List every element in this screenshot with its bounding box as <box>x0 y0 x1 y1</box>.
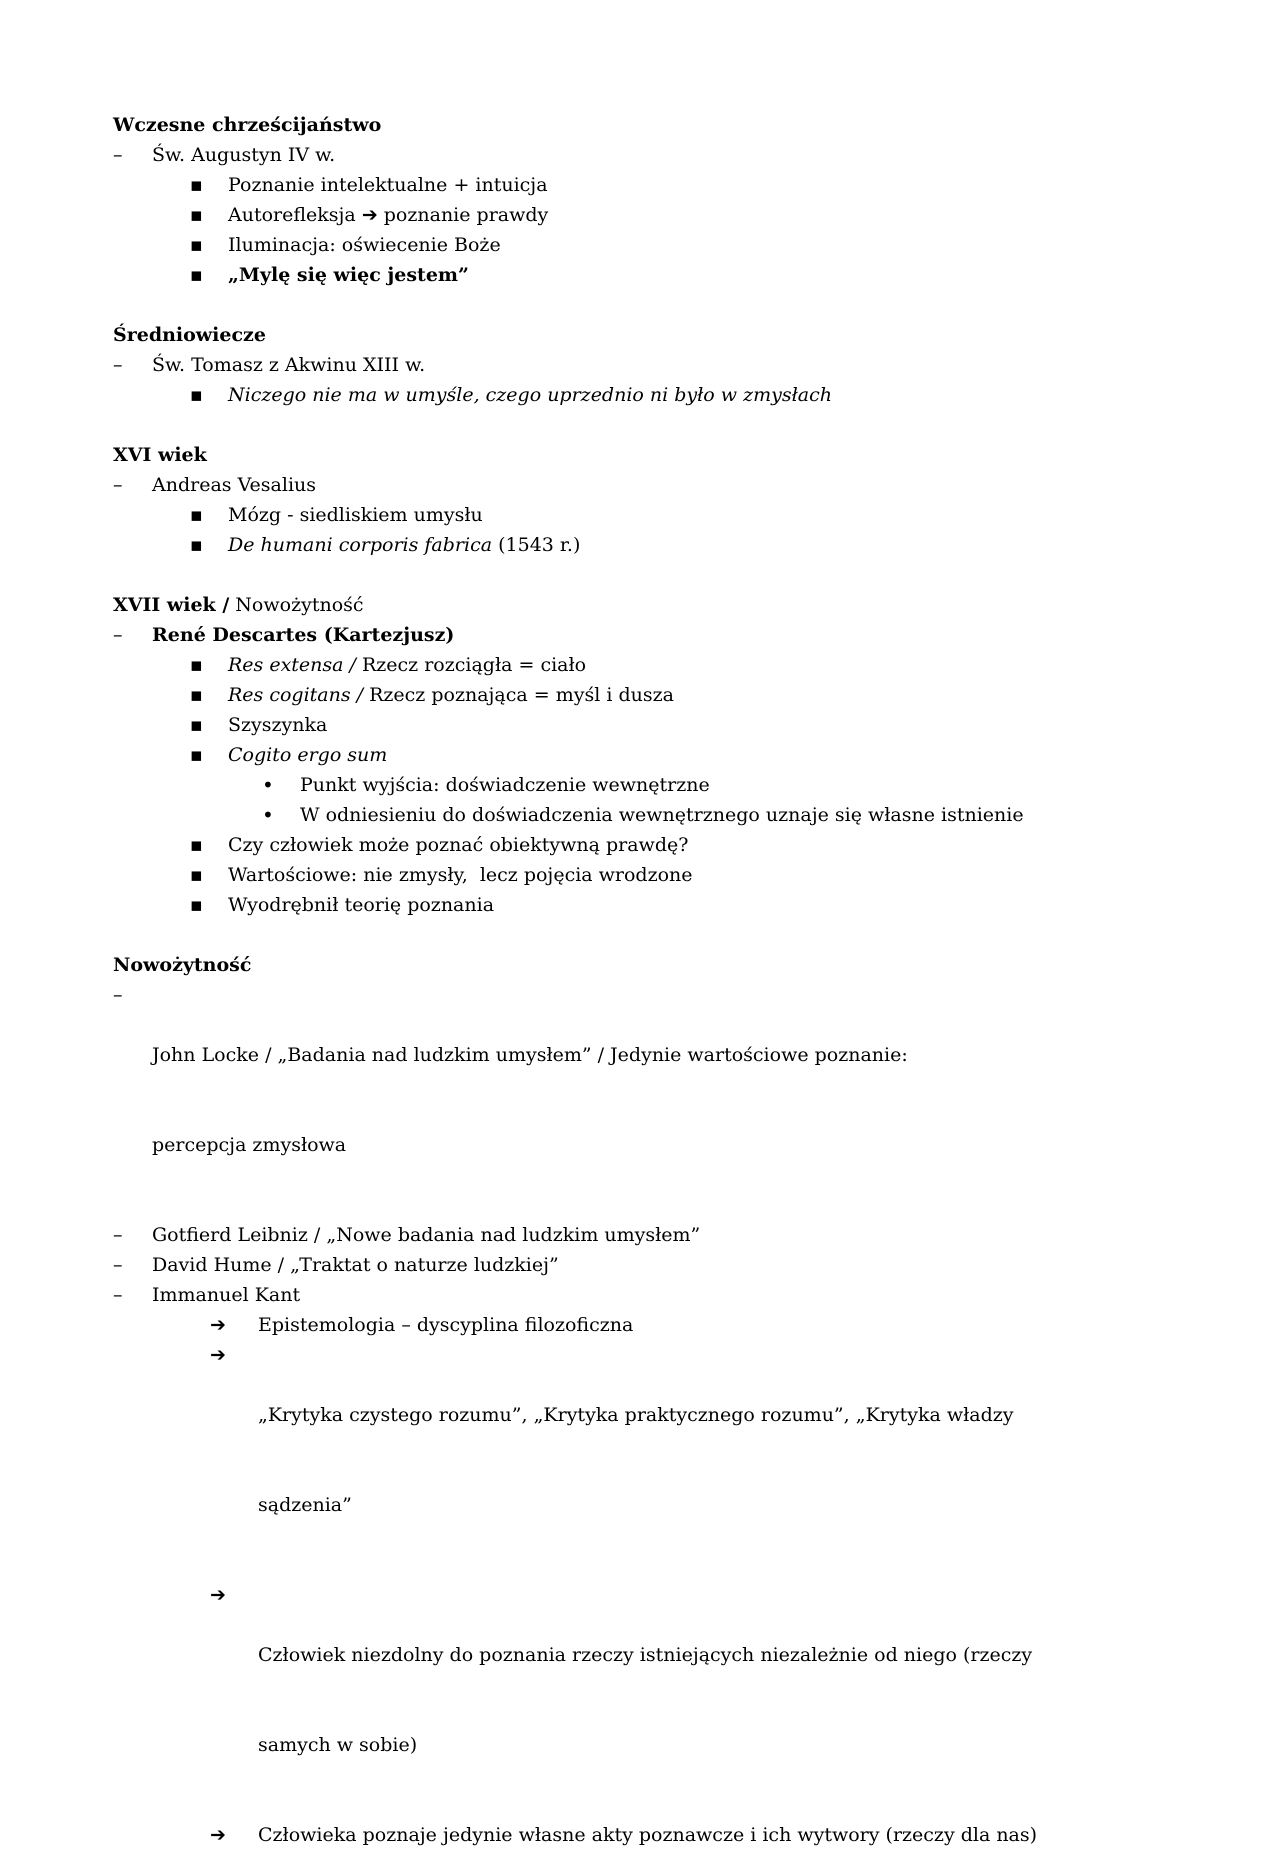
item-text <box>300 770 1162 800</box>
square-bullet-icon: ▪ <box>190 894 203 916</box>
section-heading <box>113 950 1162 980</box>
list-item <box>113 260 1162 290</box>
dash-bullet-icon: – <box>113 1284 123 1306</box>
list-item <box>113 1220 1162 1250</box>
square-bullet-icon: ▪ <box>190 504 203 526</box>
item-text <box>258 1340 1162 1580</box>
square-bullet-icon: ▪ <box>190 204 203 226</box>
text-line: „Krytyka czystego rozumu”, „Krytyka praktycznego rozumu”, „Krytyka władzy <box>258 1404 1014 1426</box>
list-item <box>113 620 1162 650</box>
heading-text: Średniowiecze <box>113 324 266 346</box>
section-wczesne-chrzescijanstwo <box>113 110 1162 290</box>
heading-text: Nowożytność <box>229 594 364 616</box>
section-xvii-wiek <box>113 590 1162 920</box>
text-segment: Punkt wyjścia: doświadczenie wewnętrzne <box>300 774 710 796</box>
text-segment: Epistemologia – dyscyplina filozoficzna <box>258 1314 634 1336</box>
section-heading <box>113 110 1162 140</box>
list-item <box>113 530 1162 560</box>
square-bullet-icon: ▪ <box>190 264 203 286</box>
item-text <box>228 380 1162 410</box>
item-text <box>300 800 1162 830</box>
text-segment: David Hume / „Traktat o naturze ludzkiej” <box>152 1254 559 1276</box>
item-text <box>228 830 1162 860</box>
square-bullet-icon: ▪ <box>190 864 203 886</box>
square-bullet-icon: ▪ <box>190 684 203 706</box>
item-text <box>228 500 1162 530</box>
dash-bullet-icon: – <box>113 624 123 646</box>
item-text <box>152 1220 1162 1250</box>
list-item <box>113 350 1162 380</box>
item-text <box>152 980 1162 1220</box>
round-bullet-icon: • <box>262 803 274 827</box>
list-item <box>113 1250 1162 1280</box>
list-item <box>113 500 1162 530</box>
section-xvi-wiek <box>113 440 1162 560</box>
text-segment: Niczego nie ma w umyśle, czego uprzednio ni było w zmysłach <box>228 384 832 406</box>
item-text <box>228 230 1162 260</box>
list-item <box>113 470 1162 500</box>
list-item <box>113 710 1162 740</box>
item-text <box>152 1280 1162 1310</box>
text-segment: Św. Augustyn IV w. <box>152 144 336 166</box>
dash-bullet-icon: – <box>113 144 123 166</box>
item-text <box>258 1310 1162 1340</box>
item-text <box>228 200 1162 230</box>
item-text <box>152 1250 1162 1280</box>
text-segment: Autorefleksja <box>228 204 362 226</box>
list-item <box>113 860 1162 890</box>
section-nowozytnosc <box>113 950 1162 1850</box>
dash-bullet-icon: – <box>113 354 123 376</box>
item-text <box>152 620 1162 650</box>
item-text <box>258 1580 1162 1820</box>
round-bullet-icon: • <box>262 773 274 797</box>
item-text <box>228 530 1162 560</box>
list-item <box>113 650 1162 680</box>
list-item <box>113 230 1162 260</box>
item-text <box>228 170 1162 200</box>
heading-text: XVI wiek <box>113 444 207 466</box>
section-heading <box>113 320 1162 350</box>
item-text <box>228 890 1162 920</box>
square-bullet-icon: ▪ <box>190 234 203 256</box>
text-segment: Rzecz rozciągła = ciało <box>355 654 587 676</box>
dash-bullet-icon: – <box>113 1224 123 1246</box>
list-item <box>113 200 1162 230</box>
text-segment: Wartościowe: nie zmysły, lecz pojęcia wrodzone <box>228 864 693 886</box>
text-segment: Gotfierd Leibniz / „Nowe badania nad ludzkim umysłem” <box>152 1224 701 1246</box>
square-bullet-icon: ▪ <box>190 384 203 406</box>
square-bullet-icon: ▪ <box>190 654 203 676</box>
text-segment: Wyodrębnił teorię poznania <box>228 894 495 916</box>
text-line: Człowiek niezdolny do poznania rzeczy istniejących niezależnie od niego (rzeczy <box>258 1644 1033 1666</box>
text-segment: Andreas Vesalius <box>152 474 317 496</box>
list-item <box>113 830 1162 860</box>
item-text <box>152 140 1162 170</box>
item-text <box>152 350 1162 380</box>
list-item <box>113 1310 1162 1340</box>
dash-bullet-icon: – <box>113 1254 123 1276</box>
list-item <box>113 140 1162 170</box>
item-text <box>228 740 1162 770</box>
item-text <box>228 680 1162 710</box>
square-bullet-icon: ▪ <box>190 534 203 556</box>
square-bullet-icon: ▪ <box>190 834 203 856</box>
text-segment: Człowieka poznaje jedynie własne akty poznawcze i ich wytwory (rzeczy dla nas) <box>258 1824 1038 1846</box>
text-line: samych w sobie) <box>258 1734 418 1756</box>
text-segment: Św. Tomasz z Akwinu XIII w. <box>152 354 426 376</box>
text-line: percepcja zmysłowa <box>152 1134 347 1156</box>
text-segment: De humani corporis fabrica <box>228 534 493 556</box>
dash-bullet-icon: – <box>113 474 123 496</box>
arrow-bullet-icon: ➔ <box>210 1824 226 1846</box>
text-segment: René Descartes (Kartezjusz) <box>152 624 455 646</box>
text-segment: Res cogitans / <box>228 684 364 706</box>
list-item <box>113 1280 1162 1310</box>
item-text <box>228 860 1162 890</box>
text-segment: Poznanie intelektualne + intuicja <box>228 174 548 196</box>
list-item <box>113 890 1162 920</box>
list-item <box>113 980 1162 1220</box>
text-segment: W odniesieniu do doświadczenia wewnętrznego uznaje się własne istnienie <box>300 804 1024 826</box>
text-line: John Locke / „Badania nad ludzkim umysłem” / Jedynie wartościowe poznanie: <box>152 1044 908 1066</box>
item-text <box>228 260 1162 290</box>
arrow-bullet-icon: ➔ <box>210 1314 226 1336</box>
text-segment: Rzecz poznająca = myśl i dusza <box>363 684 674 706</box>
text-segment: „Mylę się więc jestem” <box>228 264 469 286</box>
list-item <box>113 770 1162 800</box>
dash-bullet-icon: – <box>113 984 123 1006</box>
text-segment: poznanie prawdy <box>377 204 549 226</box>
square-bullet-icon: ▪ <box>190 744 203 766</box>
list-item <box>113 680 1162 710</box>
list-item <box>113 380 1162 410</box>
list-item <box>113 1820 1162 1850</box>
item-text <box>152 470 1162 500</box>
heading-text: Wczesne chrześcijaństwo <box>113 114 382 136</box>
item-text <box>228 650 1162 680</box>
item-text <box>258 1820 1162 1850</box>
text-segment: Iluminacja: oświecenie Boże <box>228 234 501 256</box>
list-item <box>113 740 1162 770</box>
arrow-icon: ➔ <box>361 204 378 226</box>
list-item <box>113 1340 1162 1580</box>
section-sredniowiecze <box>113 320 1162 410</box>
list-item <box>113 170 1162 200</box>
square-bullet-icon: ▪ <box>190 174 203 196</box>
text-segment: Czy człowiek może poznać obiektywną prawdę? <box>228 834 689 856</box>
square-bullet-icon: ▪ <box>190 714 203 736</box>
heading-text: Nowożytność <box>113 954 252 976</box>
section-heading <box>113 590 1162 620</box>
text-segment: Res extensa / <box>228 654 356 676</box>
section-heading <box>113 440 1162 470</box>
list-item <box>113 800 1162 830</box>
arrow-bullet-icon: ➔ <box>210 1344 226 1366</box>
text-segment: Cogito ergo sum <box>228 744 388 766</box>
item-text <box>228 710 1162 740</box>
list-item <box>113 1580 1162 1820</box>
text-segment: Szyszynka <box>228 714 328 736</box>
text-segment: (1543 r.) <box>492 534 581 556</box>
arrow-bullet-icon: ➔ <box>210 1584 226 1606</box>
text-segment: Immanuel Kant <box>152 1284 301 1306</box>
heading-text: XVII wiek / <box>113 594 230 616</box>
text-segment: Mózg - siedliskiem umysłu <box>228 504 483 526</box>
text-line: sądzenia” <box>258 1494 352 1516</box>
